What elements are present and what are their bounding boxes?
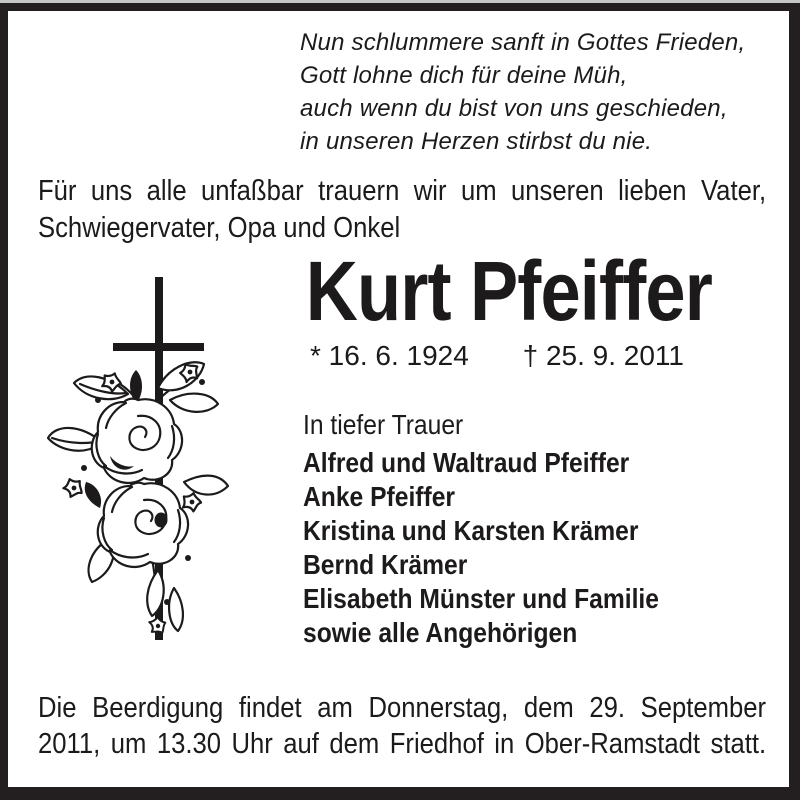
funeral-info xyxy=(38,690,766,762)
intro-text xyxy=(38,173,766,247)
mourner-name: Bernd Krämer xyxy=(303,549,468,580)
mourner-name: Kristina und Karsten Krämer xyxy=(303,515,639,546)
poem xyxy=(300,26,745,158)
deceased-name: Kurt Pfeiffer xyxy=(305,244,712,338)
mourning-heading: In tiefer Trauer xyxy=(303,409,464,440)
mourners-list xyxy=(303,446,659,650)
intro-line: Schwiegervater, Opa und Onkel xyxy=(38,212,401,244)
funeral-line: 2011, um 13.30 Uhr auf dem Friedhof in Ober-Ramstadt statt. xyxy=(38,728,767,760)
birth-date: * 16. 6. 1924 xyxy=(310,340,469,371)
poem-line: Nun schlummere sanft in Gottes Frieden, xyxy=(300,29,746,56)
intro-line: Für uns alle unfaßbar trauern wir um unseren lieben Vater, xyxy=(38,175,767,207)
life-dates xyxy=(310,340,684,372)
poem-line: Gott lohne dich für deine Müh, xyxy=(300,62,628,89)
rose-bouquet xyxy=(48,360,228,637)
cross-and-roses-illustration xyxy=(40,270,250,650)
death-date: † 25. 9. 2011 xyxy=(522,340,684,371)
poem-line: in unseren Herzen stirbst du nie. xyxy=(300,128,653,155)
funeral-line: Die Beerdigung findet am Donnerstag, dem 29. September xyxy=(38,692,767,724)
mourner-name: Anke Pfeiffer xyxy=(303,481,455,512)
poem-line: auch wenn du bist von uns geschieden, xyxy=(300,95,728,122)
mourner-name: sowie alle Angehörigen xyxy=(303,617,578,648)
mourner-name: Alfred und Waltraud Pfeiffer xyxy=(303,447,630,478)
mourner-name: Elisabeth Münster und Familie xyxy=(303,583,659,614)
